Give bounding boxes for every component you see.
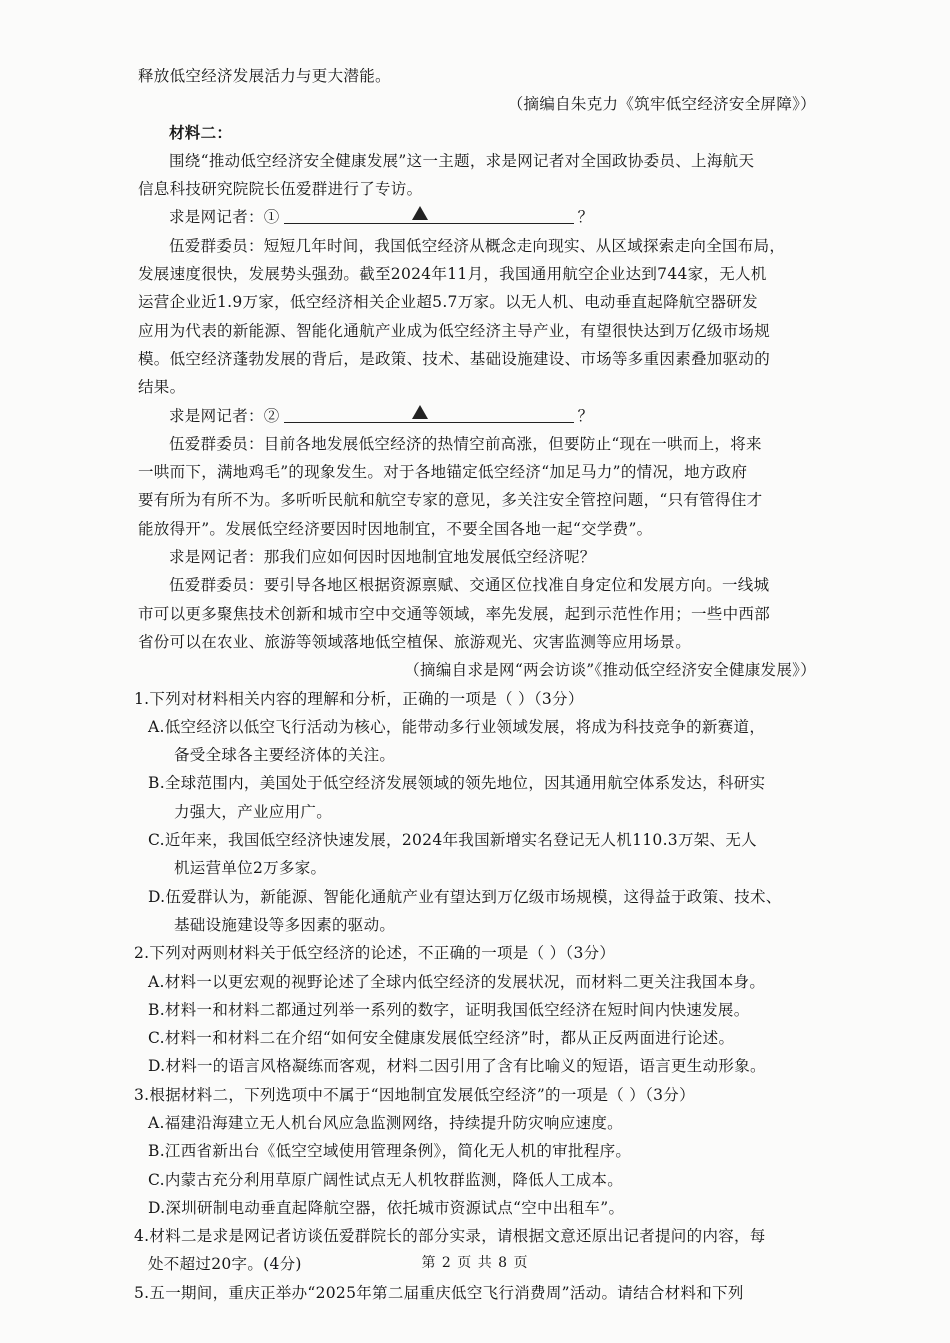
interview-question-1 — [138, 203, 828, 231]
question-4-stem-cont: 处不超过20字。(4分) — [148, 1255, 302, 1274]
question-3-option-b: B.江西省新出台《低空空域使用管理条例》，简化无人机的审批程序。 — [148, 1142, 632, 1161]
text-line: 省份可以在农业、旅游等领域落地低空植保、旅游观光、灾害监测等应用场景。 — [138, 632, 692, 651]
question-2-option-b: B.材料一和材料二都通过列举一系列的数字，证明我国低空经济在短时间内快速发展。 — [148, 1000, 750, 1019]
text-line: 伍爱群委员：要引导各地区根据资源禀赋、交通区位找准自身定位和发展方向。一线城 — [169, 576, 770, 595]
text-line: 求是网记者：那我们应如何因时因地制宜地发展低空经济呢？ — [169, 548, 596, 567]
text-line: 一哄而下，满地鸡毛”的现象发生。对于各地锚定低空经济“加足马力”的情况，地方政府 — [138, 463, 748, 482]
reporter-label: 求是网记者：② — [169, 406, 280, 425]
question-1-option-d: D.伍爱群认为，新能源、智能化通航产业有望达到万亿级市场规模，这得益于政策、技术、 — [148, 887, 782, 906]
interview-question-2 — [138, 402, 828, 430]
text-line: 发展速度很快，发展势头强劲。截至2024年11月，我国通用航空企业达到744家，无人机 — [138, 265, 767, 284]
triangle-icon — [412, 405, 428, 419]
question-1-option-b: B.全球范围内，美国处于低空经济发展领域的领先地位，因其通用航空体系发达，科研实 — [148, 774, 766, 793]
question-3-option-a: A.福建沿海建立无人机台风应急监测网络，持续提升防灾响应速度。 — [148, 1113, 623, 1132]
page-content — [134, 62, 828, 1307]
question-1-option-b-cont: 力强大，产业应用广。 — [174, 802, 333, 821]
question-5-stem: 5.五一期间，重庆正举办“2025年第二届重庆低空飞行消费周”活动。请结合材料和下列 — [134, 1283, 744, 1302]
question-3-stem: 3.根据材料二，下列选项中不属于“因地制宜发展低空经济”的一项是（ ）（3分） — [134, 1085, 695, 1104]
reporter-label: 求是网记者：① — [169, 208, 280, 227]
text-line: 运营企业近1.9万家，低空经济相关企业超5.7万家。以无人机、电动垂直起降航空器研发 — [138, 293, 758, 312]
page-number-footer: 第 2 页 共 8 页 — [421, 1255, 529, 1271]
text-line: 伍爱群委员：目前各地发展低空经济的热情空前高涨，但要防止“现在一哄而上，将来 — [169, 434, 762, 453]
question-2-option-a: A.材料一以更宏观的视野论述了全球内低空经济的发展状况，而材料二更关注我国本身。 — [148, 972, 766, 991]
question-1-option-d-cont: 基础设施建设等多因素的驱动。 — [174, 915, 396, 934]
text-line: 要有所为有所不为。多听听民航和航空专家的意见，多关注安全管控问题，“只有管得住才 — [138, 491, 763, 510]
question-mark: ？ — [577, 208, 594, 227]
answer-blank-1[interactable] — [284, 205, 574, 224]
question-1-stem: 1.下列对材料相关内容的理解和分析，正确的一项是（ ）（3分） — [134, 689, 584, 708]
question-mark: ？ — [577, 406, 594, 425]
text-line: 围绕“推动低空经济安全健康发展”这一主题，求是网记者对全国政协委员、上海航天 — [169, 151, 755, 170]
question-3-option-d: D.深圳研制电动垂直起降航空器，依托城市资源试点“空中出租车”。 — [148, 1198, 625, 1217]
text-line: 能放得开”。发展低空经济要因时因地制宜，不要全国各地一起“交学费”。 — [138, 519, 653, 538]
source-citation: （摘编自朱克力《筑牢低空经济安全屏障》） — [507, 95, 816, 114]
question-1-option-c-cont: 机运营单位2万多家。 — [174, 859, 327, 878]
question-2-stem: 2.下列对两则材料关于低空经济的论述，不正确的一项是（ ）（3分） — [134, 944, 616, 963]
text-line: 模。低空经济蓬勃发展的背后，是政策、技术、基础设施建设、市场等多重因素叠加驱动的 — [138, 349, 771, 368]
text-line: 应用为代表的新能源、智能化通航产业成为低空经济主导产业，有望很快达到万亿级市场规 — [138, 321, 771, 340]
text-line: 结果。 — [138, 378, 186, 397]
question-2-option-d: D.材料一的语言风格凝练而客观，材料二因引用了含有比喻义的短语，语言更生动形象。 — [148, 1057, 766, 1076]
question-1-option-c: C.近年来，我国低空经济快速发展，2024年我国新增实名登记无人机110.3万架、无人 — [148, 831, 757, 850]
question-1-option-a-cont: 备受全球各主要经济体的关注。 — [174, 746, 396, 765]
question-1-option-a: A.低空经济以低空飞行活动为核心，能带动多行业领域发展，将成为科技竞争的新赛道， — [148, 717, 766, 736]
text-line: 市可以更多聚焦技术创新和城市空中交通等领域，率先发展，起到示范性作用；一些中西部 — [138, 604, 771, 623]
text-line: 信息科技研究院院长伍爱群进行了专访。 — [138, 180, 423, 199]
triangle-icon — [412, 206, 428, 220]
question-2-option-c: C.材料一和材料二在介绍“如何安全健康发展低空经济”时，都从正反两面进行论述。 — [148, 1029, 735, 1048]
answer-blank-2[interactable] — [284, 404, 574, 423]
source-citation: （摘编自求是网“两会访谈”《推动低空经济安全健康发展》） — [404, 661, 816, 680]
text-line: 伍爱群委员：短短几年时间，我国低空经济从概念走向现实、从区域探索走向全国布局， — [169, 236, 786, 255]
section-heading: 材料二： — [169, 122, 233, 142]
question-4-stem: 4.材料二是求是网记者访谈伍爱群院长的部分实录，请根据文意还原出记者提问的内容，每 — [134, 1227, 766, 1246]
text-line: 释放低空经济发展活力与更大潜能。 — [138, 67, 391, 85]
question-3-option-c: C.内蒙古充分利用草原广阔性试点无人机牧群监测，降低人工成本。 — [148, 1170, 624, 1189]
